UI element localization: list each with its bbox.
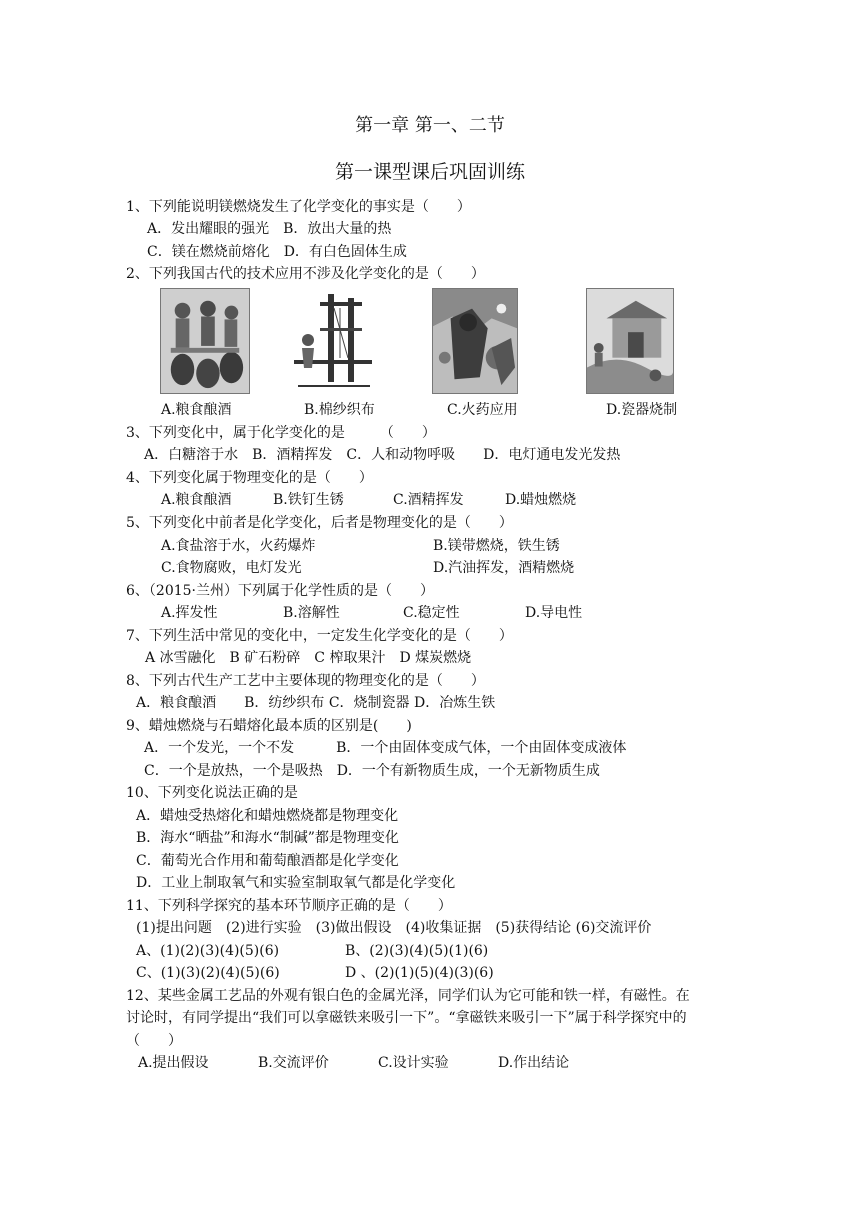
question-12-stem-line-3: （ ） bbox=[126, 1033, 182, 1049]
question-9-options-row-2: C．一个是放热，一个是吸热 D．一个有新物质生成，一个无新物质生成 bbox=[144, 763, 600, 779]
question-2-caption-a: A.粮食酿酒 bbox=[161, 402, 232, 418]
question-6-stem: 6、（2015·兰州）下列属于化学性质的是（ ） bbox=[126, 583, 434, 599]
question-12-stem-line-1: 12、某些金属工艺品的外观有银白色的金属光泽，同学们认为它可能和铁一样，有磁性。在 bbox=[126, 988, 690, 1004]
question-2-caption-d: D.瓷器烧制 bbox=[606, 402, 678, 418]
question-9-options-row-1: A．一个发光，一个不发 B．一个由固体变成气体，一个由固体变成液体 bbox=[144, 740, 627, 756]
question-11-option-b: B、(2)(3)(4)(5)(1)(6) bbox=[345, 943, 489, 959]
worksheet-subtitle: 第一课型课后巩固训练 bbox=[334, 161, 525, 183]
question-5-option-a: A.食盐溶于水，火药爆炸 bbox=[161, 538, 316, 554]
question-10-option-b: B．海水“晒盐”和海水“制碱”都是物理变化 bbox=[136, 830, 399, 846]
question-2-caption-c: C.火药应用 bbox=[447, 402, 518, 418]
question-4-option-c: C.酒精挥发 bbox=[393, 492, 464, 508]
question-7-options: A 冰雪融化 B 矿石粉碎 C 榨取果汁 D 煤炭燃烧 bbox=[145, 650, 472, 666]
question-4-option-b: B.铁钉生锈 bbox=[273, 492, 344, 508]
question-10-option-a: A．蜡烛受热熔化和蜡烛燃烧都是物理变化 bbox=[136, 808, 399, 824]
question-11-stem: 11、下列科学探究的基本环节顺序正确的是（ ） bbox=[126, 898, 452, 914]
question-8-options: A．粮食酿酒 B．纺纱织布 C．烧制瓷器 D．冶炼生铁 bbox=[136, 695, 496, 711]
chapter-title: 第一章 第一、二节 bbox=[355, 115, 505, 136]
question-12-option-a: A.提出假设 bbox=[138, 1055, 209, 1071]
question-7-stem: 7、下列生活中常见的变化中，一定发生化学变化的是（ ） bbox=[126, 628, 513, 644]
question-8-stem: 8、下列古代生产工艺中主要体现的物理变化的是（ ） bbox=[126, 673, 485, 689]
question-5-stem: 5、下列变化中前者是化学变化，后者是物理变化的是（ ） bbox=[126, 515, 513, 531]
question-6-option-b: B.溶解性 bbox=[283, 605, 340, 621]
question-2-caption-b: B.棉纱织布 bbox=[304, 402, 375, 418]
question-12-option-d: D.作出结论 bbox=[498, 1055, 570, 1071]
question-4-option-d: D.蜡烛燃烧 bbox=[505, 492, 577, 508]
question-12-option-c: C.设计实验 bbox=[378, 1055, 449, 1071]
question-12-stem-line-2: 讨论时，有同学提出“我们可以拿磁铁来吸引一下”。“拿磁铁来吸引一下”属于科学探究中的 bbox=[126, 1010, 687, 1026]
question-3-stem: 3、下列变化中，属于化学变化的是 （ ） bbox=[126, 425, 436, 441]
question-5-option-d: D.汽油挥发，酒精燃烧 bbox=[433, 560, 575, 576]
question-10-option-d: D．工业上制取氧气和实验室制取氧气都是化学变化 bbox=[136, 875, 456, 891]
question-6-option-a: A.挥发性 bbox=[161, 605, 218, 621]
kiln-illustration-icon bbox=[586, 288, 674, 394]
gunpowder-illustration-icon bbox=[432, 288, 518, 394]
brewing-illustration-icon bbox=[160, 288, 250, 394]
question-11-option-a: A、(1)(2)(3)(4)(5)(6) bbox=[136, 943, 280, 959]
question-10-stem: 10、下列变化说法正确的是 bbox=[126, 785, 298, 801]
question-4-option-a: A.粮食酿酒 bbox=[161, 492, 232, 508]
question-1-options-row-1: A．发出耀眼的强光 B．放出大量的热 bbox=[147, 221, 392, 237]
loom-illustration-icon bbox=[290, 288, 376, 394]
question-11-steps: (1)提出问题 (2)进行实验 (3)做出假设 (4)收集证据 (5)获得结论 (6)交流评价 bbox=[136, 920, 652, 936]
question-5-option-b: B.镁带燃烧，铁生锈 bbox=[433, 538, 560, 554]
question-3-options: A．白糖溶于水 B．酒精挥发 C．人和动物呼吸 D．电灯通电发光发热 bbox=[144, 447, 621, 463]
question-9-stem: 9、蜡烛燃烧与石蜡熔化最本质的区别是( ) bbox=[126, 718, 412, 734]
question-1-stem: 1、下列能说明镁燃烧发生了化学变化的事实是（ ） bbox=[126, 199, 471, 215]
question-2-stem: 2、下列我国古代的技术应用不涉及化学变化的是（ ） bbox=[126, 266, 485, 282]
question-5-option-c: C.食物腐败，电灯发光 bbox=[161, 560, 302, 576]
question-4-stem: 4、下列变化属于物理变化的是（ ） bbox=[126, 470, 373, 486]
question-12-option-b: B.交流评价 bbox=[258, 1055, 329, 1071]
question-6-option-c: C.稳定性 bbox=[403, 605, 460, 621]
question-11-option-d: D 、(2)(1)(5)(4)(3)(6) bbox=[345, 965, 494, 981]
question-11-option-c: C、(1)(3)(2)(4)(5)(6) bbox=[136, 965, 280, 981]
question-6-option-d: D.导电性 bbox=[525, 605, 583, 621]
question-1-options-row-2: C．镁在燃烧前熔化 D．有白色固体生成 bbox=[147, 244, 407, 260]
question-10-option-c: C．葡萄光合作用和葡萄酿酒都是化学变化 bbox=[136, 853, 399, 869]
